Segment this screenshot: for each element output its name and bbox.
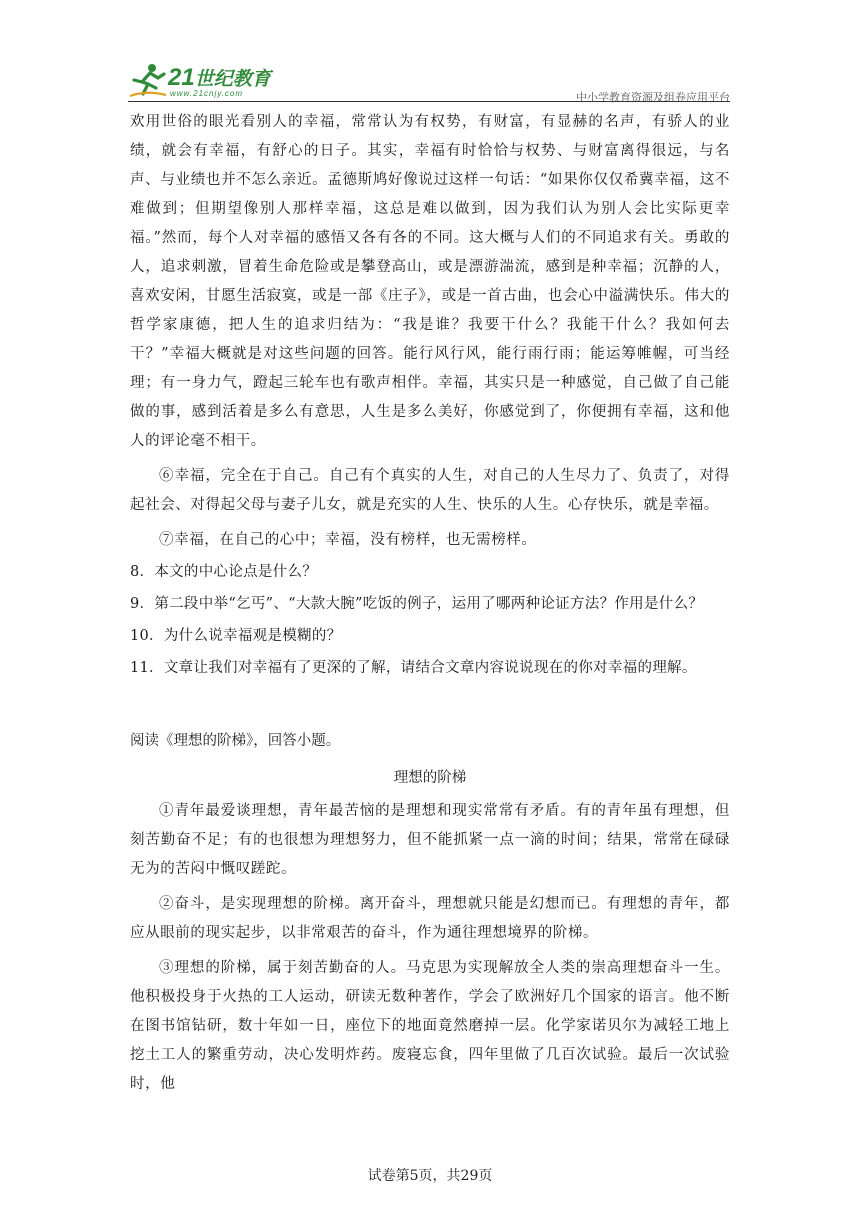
- passage-paragraph-7: ⑦幸福，在自己的心中；幸福，没有榜样，也无需榜样。: [159, 532, 537, 548]
- page-number: 试卷第5页，共29页: [367, 1168, 493, 1184]
- page-header: [0, 0, 860, 104]
- platform-name: 中小学教育资源及组卷应用平台: [576, 91, 730, 104]
- site-logo[interactable]: [128, 62, 288, 100]
- article-paragraph-2: ②奋斗，是实现理想的阶梯。离开奋斗，理想就只能是幻想而已。有理想的青年，都应从眼前的现实起步，以非常艰苦的奋斗，作为通往理想境界的阶梯。: [130, 896, 730, 941]
- passage-paragraph-continued: 欢用世俗的眼光看别人的幸福，常常认为有权势，有财富，有显赫的名声，有骄人的业绩，就会有幸福，有舒心的日子。其实，幸福有时恰恰与权势、与财富离得很远，与名声、与业绩也并不怎么亲近。孟德斯鸠好像说过这样一句话：“如果你仅仅希冀幸福，这不难做到；但期望像别人那样幸福，这总是难以做到，因为我们认为别人会比实际更幸福。”然而，每个人对幸福的感悟又各有各的不同。这大概与人们的不同追求有关。勇敢的人，追求刺激，冒着生命危险或是攀登高山，或是漂游湍流，感到是种幸福；沉静的人，喜欢安闲，甘愿生活寂寞，或是一部《庄子》，或是一首古曲，也会心中溢满快乐。伟大的哲学家康德，把人生的追求归结为：“我是谁？我要干什么？我能干什么？我如何去干？”幸福大概就是对这些问题的回答。能行风行风，能行雨行雨；能运筹帷幄，可当经理；有一身力气，蹬起三轮车也有歌声相伴。幸福，其实只是一种感觉，自己做了自己能做的事，感到活着是多么有意思，人生是多么美好，你感觉到了，你便拥有幸福，这和他人的评论毫不相干。: [130, 114, 730, 449]
- article-paragraph-3: ③理想的阶梯，属于刻苦勤奋的人。马克思为实现解放全人类的崇高理想奋斗一生。他积极投身于火热的工人运动，研读无数种著作，学会了欧洲好几个国家的语言。他不断在图书馆钻研，数十年如一日，座位下的地面竟然磨掉一层。化学家诺贝尔为减轻工地上挖土工人的繁重劳动，决心发明炸药。废寝忘食，四年里做了几百次试验。最后一次试验时，他: [130, 960, 730, 1092]
- question-8: 8．本文的中心论点是什么？: [130, 564, 318, 580]
- logo-wordmark: 21世纪教育: [168, 64, 271, 91]
- article-paragraph-1: ①青年最爱谈理想，青年最苦恼的是理想和现实常常有矛盾。有的青年虽有理想，但刻苦勤奋不足；有的也很想为理想努力，但不能抓紧一点一滴的时间；结果，常常在碌碌无为的苦闷中慨叹蹉跎。: [130, 803, 730, 877]
- question-9: 9．第二段中举“乞丐”、“大款大腕”吃饭的例子，运用了哪两种论证方法？作用是什么？: [130, 596, 704, 612]
- article-title: 理想的阶梯: [393, 770, 467, 786]
- document-body: [130, 108, 730, 1099]
- question-10: 10．为什么说幸福观是模糊的？: [130, 628, 342, 644]
- reading-instruction: 阅读《理想的阶梯》，回答小题。: [130, 733, 341, 749]
- header-divider: [128, 101, 730, 102]
- question-11: 11．文章让我们对幸福有了更深的了解，请结合文章内容说说现在的你对幸福的理解。: [130, 660, 697, 676]
- passage-paragraph-6: ⑥幸福，完全在于自己。自己有个真实的人生，对自己的人生尽力了、负责了，对得起社会、对得起父母与妻子儿女，就是充实的人生、快乐的人生。心存快乐，就是幸福。: [130, 468, 730, 513]
- logo-url: www.21cnjy.com: [170, 89, 243, 98]
- running-figure-icon: [128, 62, 168, 100]
- section-gap: [130, 686, 730, 727]
